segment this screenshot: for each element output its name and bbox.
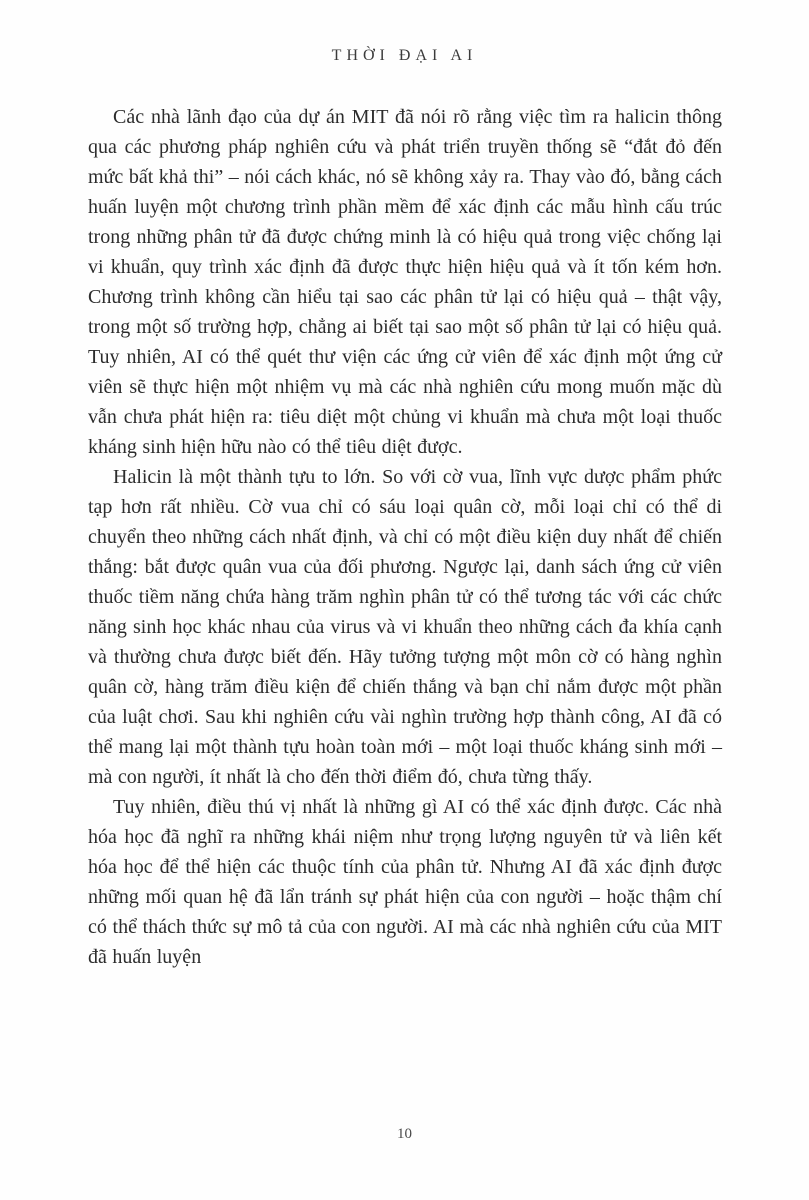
paragraph-3: Tuy nhiên, điều thú vị nhất là những gì AI có thể xác định được. Các nhà hóa học đã nghĩ ra những khái niệm như trọng lượng nguyên tử và liên kết hóa học để thể hiện các thuộc tính của phân tử. Nhưng AI đã xác định được những mối quan hệ đã lẩn tránh sự phát hiện của con người – hoặc thậm chí có thể thách thức sự mô tả của con người. AI mà các nhà nghiên cứu của MIT đã huấn luyện	[88, 796, 722, 968]
running-header: THỜI ĐẠI AI	[331, 47, 478, 64]
page-body	[88, 102, 722, 972]
page-number: 10	[397, 1126, 412, 1142]
paragraph-1: Các nhà lãnh đạo của dự án MIT đã nói rõ rằng việc tìm ra halicin thông qua các phương pháp nghiên cứu và phát triển truyền thống sẽ “đắt đỏ đến mức bất khả thi” – nói cách khác, nó sẽ không xảy ra. Thay vào đó, bằng cách huấn luyện một chương trình phần mềm để xác định các mẫu hình cấu trúc trong những phân tử đã được chứng minh là có hiệu quả trong việc chống lại vi khuẩn, quy trình xác định đã được thực hiện hiệu quả và ít tốn kém hơn. Chương trình không cần hiểu tại sao các phân tử lại có hiệu quả – thật vậy, trong một số trường hợp, chẳng ai biết tại sao một số phân tử lại có hiệu quả. Tuy nhiên, AI có thể quét thư viện các ứng cử viên để xác định một ứng cử viên sẽ thực hiện một nhiệm vụ mà các nhà nghiên cứu mong muốn mặc dù vẫn chưa phát hiện ra: tiêu diệt một chủng vi khuẩn mà chưa một loại thuốc kháng sinh hiện hữu nào có thể tiêu diệt được.	[88, 106, 722, 458]
paragraph-2: Halicin là một thành tựu to lớn. So với cờ vua, lĩnh vực dược phẩm phức tạp hơn rất nhiều. Cờ vua chỉ có sáu loại quân cờ, mỗi loại chỉ có thể di chuyển theo những cách nhất định, và chỉ có một điều kiện duy nhất để chiến thắng: bắt được quân vua của đối phương. Ngược lại, danh sách ứng cử viên thuốc tiềm năng chứa hàng trăm nghìn phân tử có thể tương tác với các chức năng sinh học khác nhau của virus và vi khuẩn theo những cách đa khía cạnh và thường chưa được biết đến. Hãy tưởng tượng một môn cờ có hàng nghìn quân cờ, hàng trăm điều kiện để chiến thắng và bạn chỉ nắm được một phần của luật chơi. Sau khi nghiên cứu vài nghìn trường hợp thành công, AI đã có thể mang lại một thành tựu hoàn toàn mới – một loại thuốc kháng sinh mới – mà con người, ít nhất là cho đến thời điểm đó, chưa từng thấy.	[88, 466, 722, 788]
